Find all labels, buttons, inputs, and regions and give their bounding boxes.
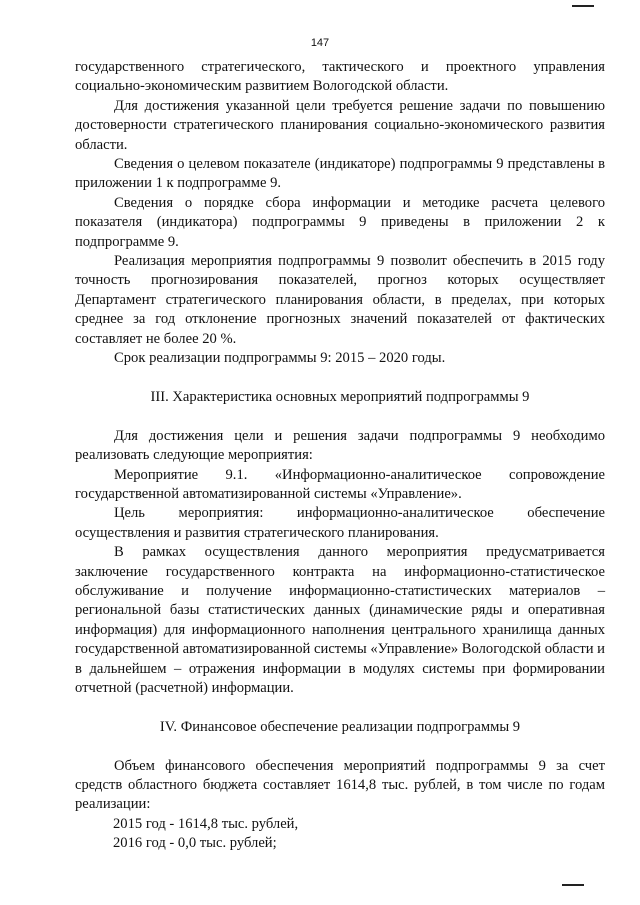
spacer: [75, 407, 605, 426]
paragraph-measure-details: В рамках осуществления данного мероприятия предусматривается заключение государственного контракта на информационно-статистическое обслуживание и получение информационно-статистических материалов – региональной базы статистических данных (динамические ряды и оперативная информация) для информационного наполнения центрального хранилища данных государственной автоматизированной системы «Управление» Вологодской области и в дальнейшем – отражения информации в модулях системы при формировании отчетной (расчетной) информации.: [75, 544, 605, 696]
paragraph-calculation-method: Сведения о порядке сбора информации и методике расчета целевого показателя (индикатора) подпрограммы 9 приведены в приложении 2 к подпрограмме 9.: [75, 194, 605, 250]
paragraph-forecast-accuracy: Реализация мероприятия подпрограммы 9 позволит обеспечить в 2015 году точность прогнозирования показателей, прогноз которых осуществляет Департамент стратегического планирования области, в пределах, при которых среднее за год отклонение прогнозных значений показателей от фактических составляет не более 20 %.: [75, 253, 605, 347]
paragraph-continuation: государственного стратегического, тактического и проектного управления социально-экономическим развитием Вологодской области.: [75, 59, 605, 95]
financing-year-2015: 2015 год - 1614,8 тыс. рублей,: [113, 815, 299, 832]
spacer: [75, 737, 605, 756]
scan-artifact-bottom-right: [562, 884, 584, 886]
paragraph-measure-goal: Цель мероприятия: информационно-аналитическое обеспечение осуществления и развития стратегического планирования.: [75, 505, 605, 541]
scan-artifact-top-right: [572, 5, 594, 7]
page-number: 147: [310, 37, 330, 49]
section-heading-3: III. Характеристика основных мероприятий подпрограммы 9: [150, 388, 530, 405]
spacer: [75, 369, 605, 388]
financing-year-2016: 2016 год - 0,0 тыс. рублей;: [113, 835, 277, 852]
paragraph-measures-intro: Для достижения цели и решения задачи подпрограммы 9 необходимо реализовать следующие мероприятия:: [75, 427, 605, 464]
spacer: [75, 698, 605, 717]
paragraph-goal-task: Для достижения указанной цели требуется решение задачи по повышению достоверности стратегического планирования социально-экономического развития области.: [75, 97, 605, 153]
document-body: [75, 58, 605, 854]
section-heading-4: IV. Финансовое обеспечение реализации подпрограммы 9: [159, 718, 521, 735]
paragraph-measure-9-1: Мероприятие 9.1. «Информационно-аналитическое сопровождение государственной автоматизированной системы «Управление».: [75, 466, 605, 502]
paragraph-financing: Объем финансового обеспечения мероприятий подпрограммы 9 за счет средств областного бюджета составляет 1614,8 тыс. рублей, в том числе по годам реализации:: [75, 757, 605, 813]
paragraph-implementation-period: Срок реализации подпрограммы 9: 2015 – 2020 годы.: [114, 350, 446, 367]
paragraph-target-indicator: Сведения о целевом показателе (индикаторе) подпрограммы 9 представлены в приложении 1 к подпрограмме 9.: [75, 156, 605, 192]
